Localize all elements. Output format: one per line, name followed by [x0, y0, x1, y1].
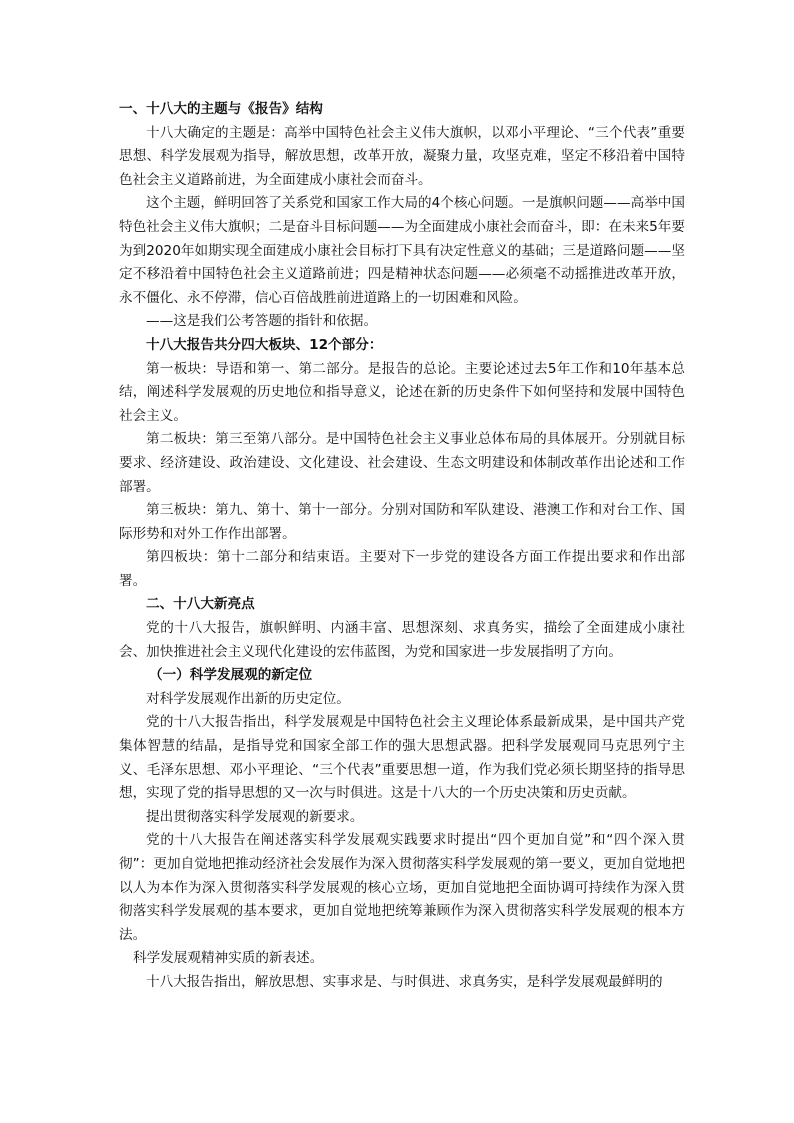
paragraph-spirit-detail: 十八大报告指出，解放思想、实事求是、与时俱进、求真务实，是科学发展观最鲜明的 — [146, 973, 663, 990]
paragraph-block-3: 第三板块：第九、第十、第十一部分。分别对国防和军队建设、港澳工作和对台工作、国际形势和对外工作作出部署。 — [119, 502, 685, 542]
paragraph-guideline: ——这是我们公考答题的指针和依据。 — [146, 313, 378, 330]
subheading-new-positioning: （一）科学发展观的新定位 — [149, 667, 313, 684]
paragraph-report-summary: 党的十八大报告，旗帜鲜明、内涵丰富、思想深刻、求真务实，描绘了全面建成小康社会、加快推进社会主义现代化建设的宏伟蓝图，为党和国家进一步发展指明了方向。 — [119, 620, 685, 660]
paragraph-new-requirements-detail: 党的十八大报告在阐述落实科学发展观实践要求时提出“四个更加自觉”和“四个深入贯彻”：更加自觉地把推动经济社会发展作为深入贯彻落实科学发展观的第一要义，更加自觉地把以人为本作为深入贯彻落实科学发展观的核心立场，更加自觉地把全面协调可持续作为深入贯彻落实科学发展观的基本要求，更加自觉地把统筹兼顾作为深入贯彻落实科学发展观的根本方法。 — [119, 832, 685, 943]
paragraph-positioning-intro: 对科学发展观作出新的历史定位。 — [146, 690, 350, 707]
paragraph-spirit-intro: 科学发展观精神实质的新表述。 — [133, 950, 324, 967]
paragraph-positioning-detail: 党的十八大报告指出，科学发展观是中国特色社会主义理论体系最新成果，是中国共产党集体智慧的结晶，是指导党和国家全部工作的强大思想武器。把科学发展观同马克思列宁主义、毛泽东思想、邓小平理论、“三个代表”重要思想一道，作为我们党必须长期坚持的指导思想，实现了党的指导思想的又一次与时俱进。这是十八大的一个历史决策和历史贡献。 — [119, 714, 685, 802]
paragraph-block-1: 第一板块：导语和第一、第二部分。是报告的总论。主要论述过去5年工作和10年基本总结，阐述科学发展观的历史地位和指导意义，论述在新的历史条件下如何坚持和发展中国特色社会主义。 — [119, 360, 685, 424]
paragraph-core-questions: 这个主题，鲜明回答了关系党和国家工作大局的4个核心问题。一是旗帜问题——高举中国特色社会主义伟大旗帜；二是奋斗目标问题——为全面建成小康社会而奋斗，即：在未来5年要为到2020年如期实现全面建成小康社会目标打下具有决定性意义的基础；三是道路问题——坚定不移沿着中国特色社会主义道路前进；四是精神状态问题——必须毫不动摇推进改革开放，永不僵化、永不停滞，信心百倍战胜前进道路上的一切困难和风险。 — [119, 195, 685, 306]
paragraph-block-4: 第四板块：第十二部分和结束语。主要对下一步党的建设各方面工作提出要求和作出部署。 — [119, 549, 685, 589]
section-heading-2: 二、十八大新亮点 — [146, 596, 255, 613]
document-body — [119, 98, 685, 995]
subheading-report-structure: 十八大报告共分四大板块、12个部分： — [146, 336, 383, 353]
section-heading-1: 一、十八大的主题与《报告》结构 — [119, 101, 323, 117]
paragraph-new-requirements-intro: 提出贯彻落实科学发展观的新要求。 — [146, 808, 364, 825]
paragraph-theme: 十八大确定的主题是：高举中国特色社会主义伟大旗帜，以邓小平理论、“三个代表”重要思想、科学发展观为指导，解放思想，改革开放，凝聚力量，攻坚克难，坚定不移沿着中国特色社会主义道路前进，为全面建成小康社会而奋斗。 — [119, 124, 685, 188]
paragraph-block-2: 第二板块：第三至第八部分。是中国特色社会主义事业总体布局的具体展开。分别就目标要求、经济建设、政治建设、文化建设、社会建设、生态文明建设和体制改革作出论述和工作部署。 — [119, 431, 685, 495]
